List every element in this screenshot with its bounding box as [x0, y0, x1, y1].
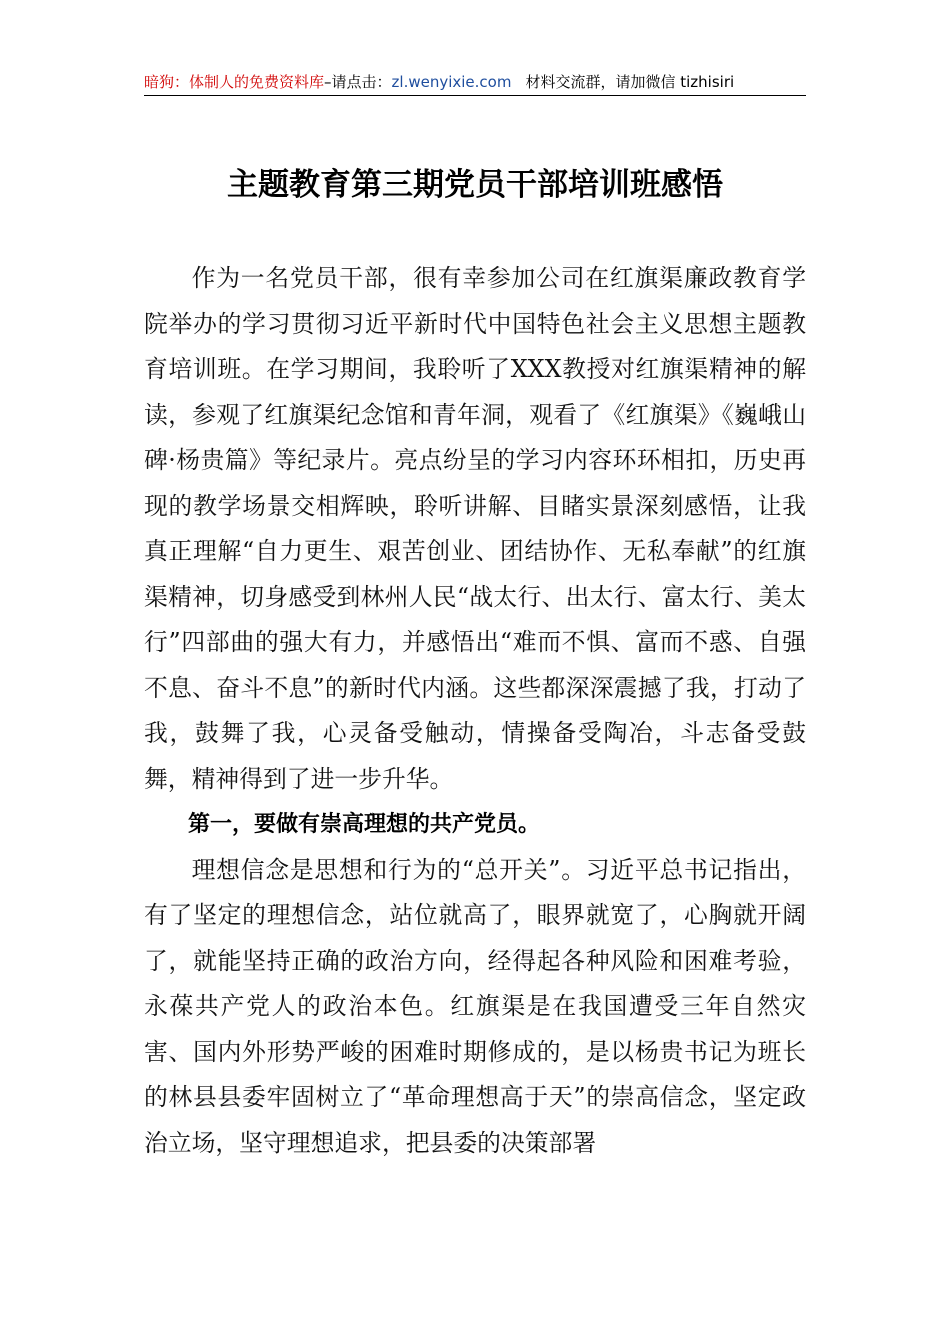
body-paragraph: 作为一名党员干部，很有幸参加公司在红旗渠廉政教育学院举办的学习贯彻习近平新时代中国特色社会主义思想主题教育培训班。在学习期间，我聆听了XXX教授对红旗渠精神的解读，参观了红旗渠纪念馆和青年洞，观看了《红旗渠》《巍峨山碑·杨贵篇》等纪录片。亮点纷呈的学习内容环环相扣，历史再现的教学场景交相辉映，聆听讲解、目睹实景深刻感悟，让我真正理解“自力更生、艰苦创业、团结协作、无私奉献”的红旗渠精神，切身感受到林州人民“战太行、出太行、富太行、美太行”四部曲的强大有力，并感悟出“难而不惧、富而不惑、自强不息、奋斗不息”的新时代内涵。这些都深深震撼了我，打动了我，鼓舞了我，心灵备受触动，情操备受陶冶，斗志备受鼓舞，精神得到了进一步升华。 [144, 264, 806, 793]
document-body [144, 256, 806, 1166]
body-paragraph: 理想信念是思想和行为的“总开关”。习近平总书记指出，有了坚定的理想信念，站位就高了，眼界就宽了，心胸就开阔了，就能坚持正确的政治方向，经得起各种风险和困难考验，永葆共产党人的政治本色。红旗渠是在我国遭受三年自然灾害、国内外形势严峻的困难时期修成的，是以杨贵书记为班长的林县县委牢固树立了“革命理想高于天”的崇高信念，坚定政治立场，坚守理想追求，把县委的决策部署 [144, 855, 806, 1157]
header-url-link[interactable]: zl.wenyixie.com [391, 73, 512, 91]
document-title: 主题教育第三期党员干部培训班感悟 [227, 167, 723, 203]
section-heading: 第一，要做有崇高理想的共产党员。 [188, 812, 541, 837]
header-wechat-note: 材料交流群，请加微信 tizhisiri [525, 73, 735, 91]
header-click-prompt: –请点击： [324, 73, 392, 91]
page-header [144, 70, 806, 96]
header-divider [144, 95, 806, 96]
header-brand-label: 暗狗：体制人的免费资料库 [144, 73, 325, 91]
